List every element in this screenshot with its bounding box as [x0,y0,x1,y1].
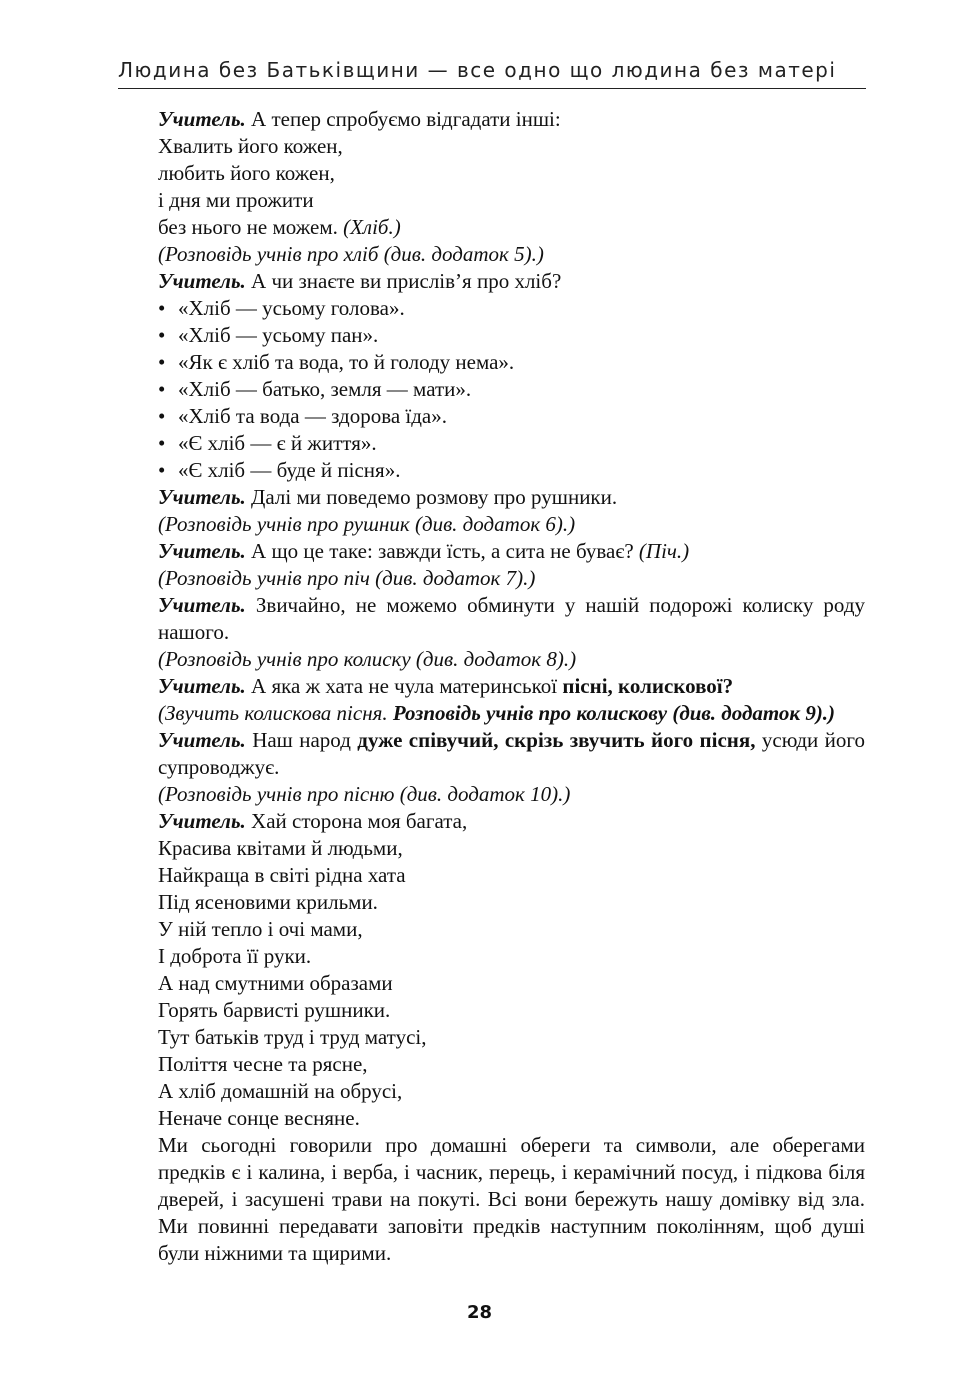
teacher-line-1 [120,106,865,133]
poem-line: Неначе сонце весняне. [158,1106,360,1130]
bullet: • [158,458,166,482]
speaker-label: Учитель. [158,269,246,293]
teacher-line-6 [120,673,865,700]
poem-line: Найкраща в світі рідна хата [158,863,406,887]
proverb-text: «Є хліб — буде й пісня». [178,458,401,482]
proverb-text: «Як є хліб та вода, то й голоду нема». [178,350,515,374]
bullet: • [158,350,166,374]
teacher-line-7-c: усюди його супроводжує. [158,728,865,779]
stage-note-5-a: (Звучить колискова пісня. [158,701,393,725]
teacher-line-3-text: Далі ми поведемо розмову про рушники. [245,485,618,509]
closing-paragraph: Ми сьогодні говорили про домашні обереги та символи, але оберегами предків є і калина, і верба, і часник, перець, і керамічний посуд, і підкова біля дверей, і засушені трави на покуті. Всі вони бережуть нашу домівку від зла. Ми повинні передавати заповіти предків наступним поколінням, щоб душі були ніжними та щирими. [158,1133,865,1265]
teacher-line-2 [120,268,865,295]
speaker-label: Учитель. [158,539,246,563]
speaker-label: Учитель. [158,728,246,752]
speaker-label: Учитель. [158,593,246,617]
speaker-label: Учитель. [158,809,246,833]
proverb-text: «Хліб — усьому пан». [178,323,379,347]
teacher-line-4-text: А що це таке: завжди їсть, а сита не буває? [245,539,634,563]
proverb-text: «Є хліб — є й життя». [178,431,377,455]
riddle1-line-3 [120,214,865,241]
proverb-item [120,430,865,457]
stage-note-5 [120,700,865,727]
proverb-item [120,295,865,322]
bullet: • [158,377,166,401]
stage-note-3: (Розповідь учнів про піч (див. додаток 7).) [158,566,536,590]
teacher-line-5-text: Звичайно, не можемо обминути у нашій подорожі колиску роду нашого. [158,593,865,644]
poem-line: Тут батьків труд і труд матусі, [158,1025,427,1049]
proverb-item [120,349,865,376]
speaker-label: Учитель. [158,674,246,698]
teacher-line-8 [120,808,865,835]
running-header-title: Людина без Батьківщини — все одно що людина без матері [118,58,837,82]
teacher-line-4 [120,538,865,565]
proverb-item [120,457,865,484]
speaker-label: Учитель. [158,485,246,509]
riddle1-line-2: і дня ми прожити [158,188,314,212]
bullet: • [158,296,166,320]
proverb-item [120,403,865,430]
proverb-text: «Хліб — батько, земля — мати». [178,377,472,401]
poem-line: А хліб домашній на обрусі, [158,1079,403,1103]
teacher-line-2-text: А чи знаєте ви прислів’я про хліб? [245,269,562,293]
poem-line: У ній тепло і очі мами, [158,917,363,941]
poem-line: Горять барвисті рушники. [158,998,391,1022]
poem-line-first: Хай сторона моя багата, [245,809,468,833]
teacher-line-7-bold: дуже співучий, скрізь звучить його пісня, [357,728,756,752]
page-number: 28 [466,1302,493,1323]
teacher-line-6-text: А яка ж хата не чула материнської [245,674,563,698]
bullet: • [158,323,166,347]
proverb-text: «Хліб — усьому голова». [178,296,405,320]
proverb-item [120,322,865,349]
riddle1-line-1: любить його кожен, [158,161,335,185]
poem-line: Красива квітами й людьми, [158,836,403,860]
poem-line: Поліття чесне та рясне, [158,1052,368,1076]
stage-note-4: (Розповідь учнів про колиску (див. додаток 8).) [158,647,577,671]
riddle1-line-3-text: без нього не можем. [158,215,338,239]
proverb-text: «Хліб та вода — здорова їда». [178,404,447,428]
bullet: • [158,404,166,428]
speaker-label: Учитель. [158,107,246,131]
riddle2-answer: (Піч.) [638,539,690,563]
poem-line: А над смутними образами [158,971,393,995]
stage-note-2: (Розповідь учнів про рушник (див. додаток 6).) [158,512,576,536]
riddle1-line-0: Хвалить його кожен, [158,134,343,158]
teacher-line-7 [120,727,865,781]
teacher-line-7-a: Наш народ [245,728,358,752]
stage-note-6: (Розповідь учнів про пісню (див. додаток 10).) [158,782,571,806]
teacher-line-3 [120,484,865,511]
stage-note-5-b: Розповідь учнів про колискову (див. додаток 9).) [392,701,836,725]
riddle1-answer: (Хліб.) [343,215,401,239]
stage-note-1: (Розповідь учнів про хліб (див. додаток 5).) [158,242,544,266]
page-body [120,106,865,1267]
poem-line: Під ясеновими крильми. [158,890,378,914]
teacher-line-1-text: А тепер спробуємо відгадати інші: [245,107,561,131]
teacher-line-6-bold: пісні, колискової? [562,674,734,698]
proverb-item [120,376,865,403]
poem-line: І доброта її руки. [158,944,312,968]
teacher-line-5 [120,592,865,646]
header-rule [118,88,866,89]
bullet: • [158,431,166,455]
